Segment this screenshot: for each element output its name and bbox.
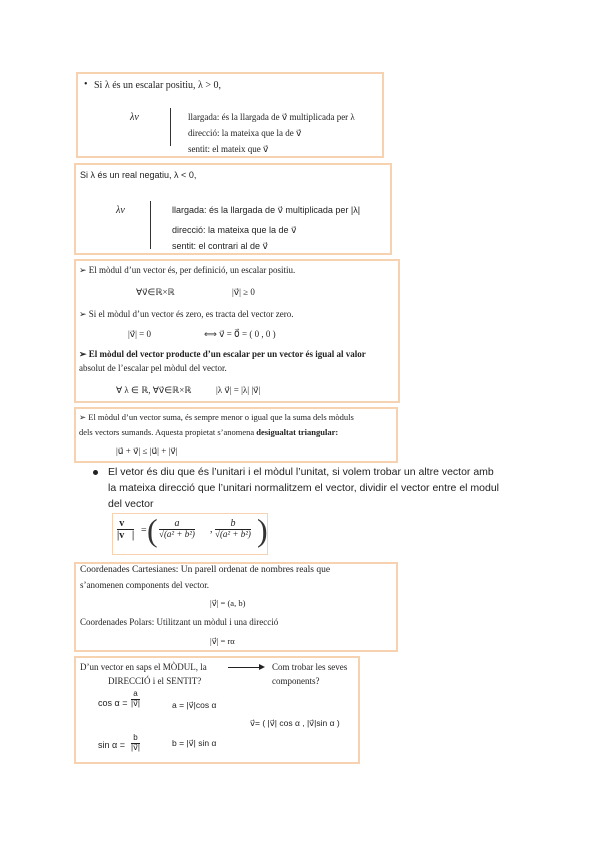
modulus-properties-box <box>74 259 400 403</box>
question-text-2: DIRECCIÓ i el SENTIT? <box>108 676 202 686</box>
cartesian-formula: |v⃗| = (a, b) <box>210 598 246 608</box>
triangle-text-1: ➢ El mòdul d’un vector suma, és sempre menor o igual que la suma dels mòduls <box>79 412 354 422</box>
a-equation: a = |v⃗|cos α <box>172 700 217 710</box>
sin-lhs: sin α = <box>98 740 125 750</box>
cos-fraction: $\frac{a}{|v⃗|}$ <box>131 689 140 708</box>
triangle-text-2: dels vectors sumands. Aquesta propietat s’anomena desigualtat triangular: <box>79 427 339 437</box>
sense-line: sentit: el mateix que v⃗ <box>188 144 269 154</box>
formula-forall-lambda: ∀ λ ∈ ℝ, ∀v⃗∈ℝ×ℝ <box>116 385 192 395</box>
lambda-v-label: λv⃗ <box>116 205 133 216</box>
comma: , <box>210 524 213 535</box>
formula-zero-vector: ⟺ v⃗ = 0⃗ = ( 0 , 0 ) <box>204 329 276 339</box>
formula-modulus-zero: |v⃗| = 0 <box>128 329 152 339</box>
unit-text-1: El vetor és diu que és l’unitari i el mòdul l’unitat, si volem trobar un altre vector amb <box>108 466 494 478</box>
negative-scalar-heading: Si λ és un real negatiu, λ < 0, <box>80 170 197 180</box>
unit-text-3: del vector <box>108 498 154 510</box>
right-paren: ) <box>257 512 268 548</box>
how-text-1: Com trobar les seves <box>272 662 348 672</box>
unit-vector-fraction: $\frac{v⃗}{|v⃗|}$ <box>117 518 135 541</box>
modulus-positive-text: ➢ El mòdul d’un vector és, per definició, un escalar positiu. <box>79 265 296 275</box>
formula-forall: ∀v⃗∈ℝ×ℝ <box>136 287 175 297</box>
polar-text: Coordenades Polars: Utilitzant un mòdul i una direcció <box>80 617 279 627</box>
arrow-line <box>228 667 260 668</box>
scalar-product-text-2: absolut de l’escalar pel mòdul del vector. <box>79 363 227 373</box>
polar-formula: |v⃗| = rα <box>210 636 235 646</box>
modulus-zero-text: ➢ Si el mòdul d’un vector és zero, es tracta del vector zero. <box>79 309 294 319</box>
bullet: • <box>84 79 88 90</box>
lambda-v-label: λv⃗ <box>130 112 147 123</box>
positive-scalar-heading: Si λ és un escalar positiu, λ > 0, <box>94 80 221 91</box>
arrow-right-icon <box>259 664 265 670</box>
formula-modulus-ge-zero: |v⃗| ≥ 0 <box>232 287 255 297</box>
left-paren: ( <box>147 512 158 548</box>
length-line: llargada: és la llargada de v⃗ multiplicada per λ <box>188 112 355 122</box>
triangle-inequality-box <box>74 407 398 463</box>
direction-line: direcció: la mateixa que la de v⃗ <box>188 128 302 138</box>
components-box <box>74 656 360 764</box>
positive-scalar-box <box>76 72 384 158</box>
negative-scalar-box <box>74 163 392 255</box>
how-text-2: components? <box>272 676 320 686</box>
direction-line: direcció: la mateixa que la de v⃗ <box>172 225 297 235</box>
coordinates-box <box>74 562 398 652</box>
a-over-root: $\frac{a}{\text{√(a² + b²)}}$ <box>159 518 195 539</box>
cos-lhs: cos α = <box>98 698 128 708</box>
brace-line <box>150 201 151 249</box>
unit-text-2: la mateixa direcció que l’unitari normalitzem el vector, dividir el vector entre el modul <box>108 482 500 494</box>
brace-line <box>170 108 171 146</box>
components-result: v⃗= ( |v⃗| cos α , |v⃗|sin α ) <box>250 718 340 728</box>
unit-bullet <box>93 470 98 475</box>
b-over-root: $\frac{b}{\text{√(a² + b²)}}$ <box>215 518 251 539</box>
triangle-formula: |u⃗ + v⃗| ≤ |u⃗| + |v⃗| <box>116 446 178 456</box>
sense-line: sentit: el contrari al de v⃗ <box>172 241 268 251</box>
length-line: llargada: és la llargada de v⃗ multiplicada per |λ| <box>172 205 361 215</box>
cartesian-text-2: s’anomenen components del vector. <box>80 580 209 590</box>
question-text-1: D’un vector en saps el MÒDUL, la <box>80 662 207 672</box>
unit-vector-formula-box <box>112 513 268 555</box>
sin-fraction: $\frac{b}{|v⃗|}$ <box>131 733 140 752</box>
b-equation: b = |v⃗| sin α <box>172 738 217 748</box>
cartesian-text-1: Coordenades Cartesianes: Un parell ordenat de nombres reals que <box>80 565 331 575</box>
equals-sign: = <box>141 525 147 536</box>
formula-scalar-product: |λ v⃗| = |λ| |v⃗| <box>216 385 261 395</box>
scalar-product-text-1: ➢ El mòdul del vector producte d’un escalar per un vector és igual al valor <box>79 349 366 359</box>
